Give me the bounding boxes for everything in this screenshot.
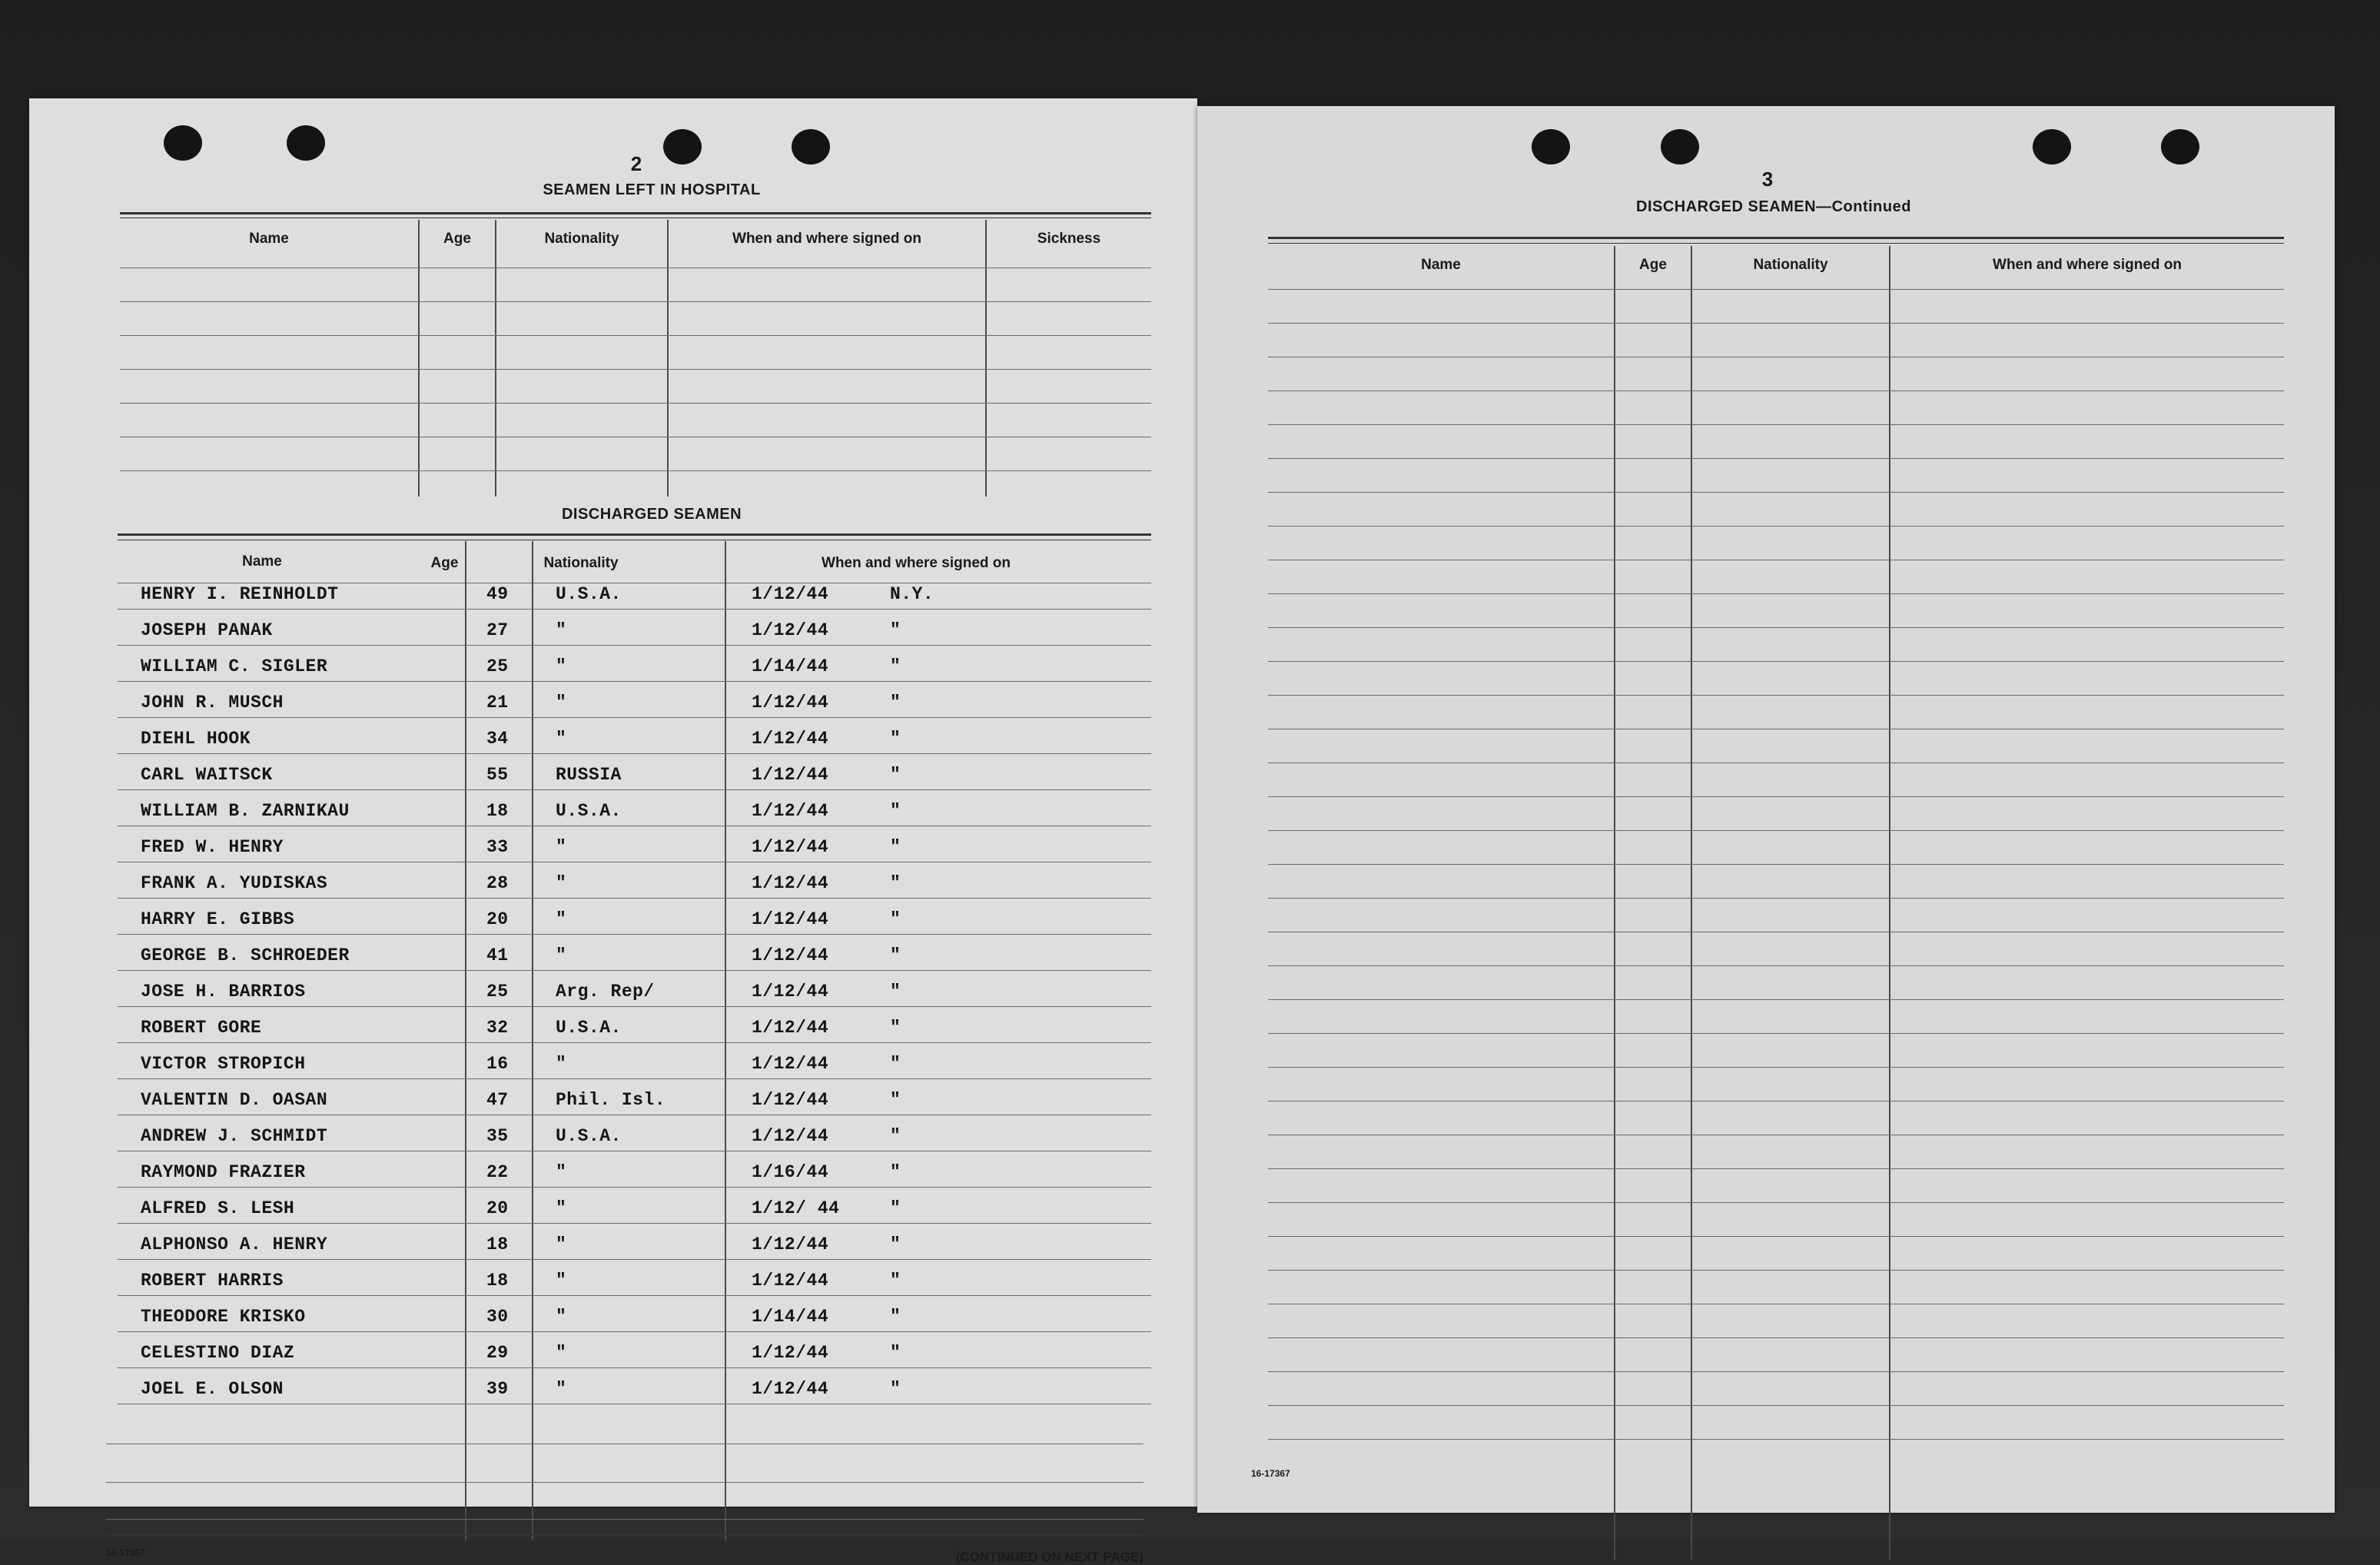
signed-on-place: " (890, 656, 901, 676)
row-line (1268, 999, 2284, 1000)
column-header-age: Age (443, 231, 471, 247)
seaman-age: 21 (486, 693, 509, 713)
seaman-name: ALPHONSO A. HENRY (141, 1234, 328, 1254)
signed-on-place: " (890, 1018, 901, 1038)
seaman-age: 39 (486, 1379, 509, 1399)
seaman-age: 18 (486, 1234, 509, 1254)
column-divider (1889, 246, 1890, 1560)
column-header-signed-on: When and where signed on (1993, 257, 2182, 273)
seaman-name: ROBERT HARRIS (141, 1271, 284, 1291)
signed-on-place: " (890, 837, 901, 857)
row-line (118, 789, 1151, 790)
signed-on-date: 1/12/44 (752, 1018, 829, 1038)
seaman-name: JOSE H. BARRIOS (141, 982, 306, 1002)
seaman-name: WILLIAM B. ZARNIKAU (141, 801, 350, 821)
row-line (1268, 593, 2284, 594)
row-line (118, 1006, 1151, 1007)
row-line (118, 898, 1151, 899)
seaman-age: 34 (486, 729, 509, 749)
row-line (1268, 1168, 2284, 1169)
form-code: 16-17367 (106, 1547, 145, 1558)
seaman-nationality: " (556, 1198, 567, 1218)
column-divider (1614, 246, 1615, 1560)
seaman-name: JOHN R. MUSCH (141, 693, 284, 713)
seaman-nationality: U.S.A. (556, 1126, 622, 1146)
seaman-nationality: U.S.A. (556, 1018, 622, 1038)
column-divider (725, 541, 726, 1540)
signed-on-place: " (890, 801, 901, 821)
seaman-age: 32 (486, 1018, 509, 1038)
row-line (118, 753, 1151, 754)
hospital-section-title: SEAMEN LEFT IN HOSPITAL (543, 181, 761, 198)
signed-on-date: 1/12/44 (752, 1090, 829, 1110)
row-line (120, 335, 1151, 336)
seaman-age: 25 (486, 656, 509, 676)
punch-hole (1532, 129, 1570, 164)
row-line (1268, 492, 2284, 493)
seaman-age: 55 (486, 765, 509, 785)
seaman-nationality: " (556, 1379, 567, 1399)
column-header-nationality: Nationality (1753, 257, 1828, 273)
row-line (118, 1223, 1151, 1224)
signed-on-date: 1/12/44 (752, 1126, 829, 1146)
signed-on-date: 1/12/44 (752, 982, 829, 1002)
seaman-name: GEORGE B. SCHROEDER (141, 945, 350, 965)
seaman-name: FRED W. HENRY (141, 837, 284, 857)
column-divider (532, 541, 533, 1540)
signed-on-date: 1/16/44 (752, 1162, 829, 1182)
seaman-age: 25 (486, 982, 509, 1002)
signed-on-place: " (890, 1307, 901, 1327)
left-page (29, 98, 1197, 1564)
signed-on-place: N.Y. (890, 584, 934, 604)
row-line (118, 681, 1151, 682)
row-line (1268, 1371, 2284, 1372)
seaman-name: HARRY E. GIBBS (141, 909, 295, 929)
seaman-age: 35 (486, 1126, 509, 1146)
page-number: 3 (1761, 168, 1774, 191)
seaman-nationality: " (556, 1054, 567, 1074)
row-line (1268, 1439, 2284, 1440)
seaman-age: 29 (486, 1343, 509, 1363)
signed-on-place: " (890, 1054, 901, 1074)
row-line (1268, 1405, 2284, 1406)
row-line (1268, 1270, 2284, 1271)
signed-on-date: 1/12/44 (752, 1054, 829, 1074)
row-line (1268, 864, 2284, 865)
signed-on-date: 1/12/44 (752, 620, 829, 640)
row-line (1268, 661, 2284, 662)
column-header-age: Age (1639, 257, 1667, 273)
seaman-name: FRANK A. YUDISKAS (141, 873, 328, 893)
row-line (118, 970, 1151, 971)
seaman-nationality: " (556, 1162, 567, 1182)
seaman-name: ROBERT GORE (141, 1018, 262, 1038)
signed-on-date: 1/12/44 (752, 1379, 829, 1399)
signed-on-place: " (890, 873, 901, 893)
seaman-nationality: " (556, 873, 567, 893)
signed-on-date: 1/12/44 (752, 837, 829, 857)
signed-on-place: " (890, 693, 901, 713)
column-header-name: Name (1421, 257, 1461, 273)
row-line (118, 645, 1151, 646)
signed-on-date: 1/12/44 (752, 584, 829, 604)
page-number: 2 (630, 152, 642, 175)
table-top-rule (120, 212, 1151, 214)
row-line (1268, 1033, 2284, 1034)
seaman-name: ANDREW J. SCHMIDT (141, 1126, 328, 1146)
seaman-nationality: " (556, 945, 567, 965)
row-line (1268, 796, 2284, 797)
signed-on-date: 1/12/44 (752, 801, 829, 821)
row-line (118, 934, 1151, 935)
row-line (1268, 898, 2284, 899)
seaman-nationality: " (556, 1343, 567, 1363)
seaman-age: 49 (486, 584, 509, 604)
seaman-age: 47 (486, 1090, 509, 1110)
signed-on-place: " (890, 945, 901, 965)
seaman-name: JOSEPH PANAK (141, 620, 273, 640)
signed-on-place: " (890, 1126, 901, 1146)
punch-hole (663, 129, 702, 164)
row-line (1268, 830, 2284, 831)
punch-hole (164, 125, 202, 161)
table-bottom-rule (106, 1534, 1144, 1536)
form-code: 16-17367 (1251, 1468, 1290, 1479)
column-header-signed-on: When and where signed on (732, 231, 921, 247)
table-top-rule (118, 533, 1151, 536)
signed-on-place: " (890, 909, 901, 929)
punch-hole (287, 125, 325, 161)
row-line (120, 267, 1151, 268)
punch-hole (2161, 129, 2199, 164)
row-line (106, 1482, 1144, 1483)
row-line (120, 403, 1151, 404)
signed-on-date: 1/14/44 (752, 656, 829, 676)
column-header-nationality: Nationality (543, 555, 619, 571)
seaman-nationality: " (556, 1307, 567, 1327)
row-line (1268, 1202, 2284, 1203)
seaman-age: 33 (486, 837, 509, 857)
seaman-age: 30 (486, 1307, 509, 1327)
signed-on-place: " (890, 620, 901, 640)
seaman-nationality: Arg. Rep/ (556, 982, 655, 1002)
row-line (118, 1331, 1151, 1332)
row-line (118, 1078, 1151, 1079)
seaman-age: 20 (486, 909, 509, 929)
column-divider (495, 220, 496, 497)
punch-hole (792, 129, 830, 164)
signed-on-place: " (890, 729, 901, 749)
signed-on-place: " (890, 765, 901, 785)
signed-on-place: " (890, 1379, 901, 1399)
signed-on-date: 1/12/44 (752, 873, 829, 893)
seaman-name: THEODORE KRISKO (141, 1307, 306, 1327)
row-line (118, 1259, 1151, 1260)
signed-on-place: " (890, 1162, 901, 1182)
signed-on-date: 1/14/44 (752, 1307, 829, 1327)
seaman-name: RAYMOND FRAZIER (141, 1162, 306, 1182)
row-line (120, 470, 1151, 471)
row-line (1268, 289, 2284, 290)
signed-on-date: 1/12/44 (752, 909, 829, 929)
seaman-name: ALFRED S. LESH (141, 1198, 295, 1218)
seaman-nationality: " (556, 1271, 567, 1291)
right-page (1197, 106, 2335, 1513)
seaman-name: CARL WAITSCK (141, 765, 273, 785)
seaman-age: 28 (486, 873, 509, 893)
seaman-name: CELESTINO DIAZ (141, 1343, 295, 1363)
punch-hole (1661, 129, 1699, 164)
column-header-signed-on: When and where signed on (822, 555, 1011, 571)
seaman-name: VALENTIN D. OASAN (141, 1090, 328, 1110)
column-header-name: Name (249, 231, 289, 247)
seaman-name: HENRY I. REINHOLDT (141, 584, 339, 604)
row-line (1268, 965, 2284, 966)
seaman-name: JOEL E. OLSON (141, 1379, 284, 1399)
seaman-age: 16 (486, 1054, 509, 1074)
seaman-nationality: " (556, 656, 567, 676)
seaman-age: 41 (486, 945, 509, 965)
punch-hole (2033, 129, 2071, 164)
seaman-name: VICTOR STROPICH (141, 1054, 306, 1074)
signed-on-date: 1/12/44 (752, 693, 829, 713)
seaman-nationality: " (556, 693, 567, 713)
signed-on-date: 1/12/44 (752, 1271, 829, 1291)
signed-on-place: " (890, 1090, 901, 1110)
seaman-age: 20 (486, 1198, 509, 1218)
row-line (1268, 424, 2284, 425)
signed-on-date: 1/12/44 (752, 729, 829, 749)
row-line (1268, 323, 2284, 324)
row-line (118, 1295, 1151, 1296)
seaman-name: WILLIAM C. SIGLER (141, 656, 328, 676)
seaman-age: 18 (486, 801, 509, 821)
seaman-age: 27 (486, 620, 509, 640)
seaman-name: DIEHL HOOK (141, 729, 251, 749)
row-line (120, 369, 1151, 370)
signed-on-date: 1/12/ 44 (752, 1198, 840, 1218)
seaman-age: 18 (486, 1271, 509, 1291)
seaman-nationality: U.S.A. (556, 584, 622, 604)
column-divider (985, 220, 987, 497)
column-header-sickness: Sickness (1037, 231, 1101, 247)
signed-on-date: 1/12/44 (752, 1234, 829, 1254)
table-top-rule (1268, 237, 2284, 239)
column-divider (667, 220, 669, 497)
row-line (1268, 695, 2284, 696)
column-divider (418, 220, 420, 497)
seaman-nationality: " (556, 1234, 567, 1254)
row-line (1268, 1067, 2284, 1068)
discharged-continued-title: DISCHARGED SEAMEN—Continued (1636, 198, 1911, 215)
table-top-rule (1268, 243, 2284, 244)
row-line (118, 609, 1151, 610)
row-line (1268, 458, 2284, 459)
row-line (106, 1519, 1144, 1520)
signed-on-date: 1/12/44 (752, 765, 829, 785)
row-line (1268, 526, 2284, 527)
signed-on-place: " (890, 1234, 901, 1254)
signed-on-place: " (890, 982, 901, 1002)
seaman-nationality: RUSSIA (556, 765, 622, 785)
row-line (118, 1367, 1151, 1368)
discharged-section-title: DISCHARGED SEAMEN (561, 506, 742, 523)
seaman-nationality: U.S.A. (556, 801, 622, 821)
row-line (118, 717, 1151, 718)
column-divider (465, 541, 466, 1540)
signed-on-date: 1/12/44 (752, 945, 829, 965)
column-divider (1691, 246, 1692, 1560)
column-header-nationality: Nationality (544, 231, 619, 247)
seaman-nationality: " (556, 620, 567, 640)
seaman-nationality: " (556, 729, 567, 749)
column-header-age: Age (430, 555, 459, 571)
continued-note: (CONTINUED ON NEXT PAGE) (955, 1550, 1144, 1564)
row-line (1268, 1337, 2284, 1338)
row-line (118, 1042, 1151, 1043)
seaman-nationality: " (556, 837, 567, 857)
row-line (1268, 390, 2284, 391)
signed-on-place: " (890, 1271, 901, 1291)
signed-on-date: 1/12/44 (752, 1343, 829, 1363)
row-line (120, 301, 1151, 302)
row-line (1268, 1236, 2284, 1237)
seaman-age: 22 (486, 1162, 509, 1182)
signed-on-place: " (890, 1343, 901, 1363)
seaman-nationality: Phil. Isl. (556, 1090, 666, 1110)
seaman-nationality: " (556, 909, 567, 929)
row-line (1268, 627, 2284, 628)
column-header-name: Name (242, 553, 282, 570)
row-line (118, 1187, 1151, 1188)
signed-on-place: " (890, 1198, 901, 1218)
